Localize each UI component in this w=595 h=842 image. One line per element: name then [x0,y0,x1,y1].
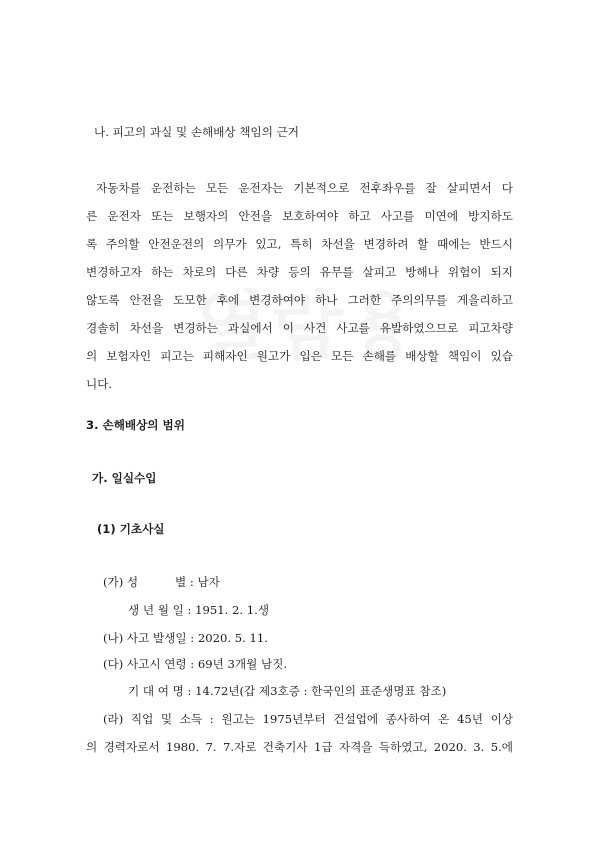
paragraph-line: 않도록 안전을 도모한 후에 변경하여야 하나 그러한 주의의무를 게을리하고 [86,293,513,307]
fact-birthdate: 생 년 월 일 : 1951. 2. 1.생 [128,603,270,617]
fact-occupation-line: 의 경력자로서 1980. 7. 7.자로 건축기사 1급 자격을 득하였고, 2020. 3. 5.에 [86,740,513,754]
paragraph-line: 른 운전자 또는 보행자의 안전을 보호하여야 하고 사고를 미연에 방지하도 [86,209,513,223]
fact-age-at-accident: (다) 사고시 연령 : 69년 3개월 남짓. [103,657,288,671]
paragraph-line: 록 주의할 안전운전의 의무가 있고, 특히 차선을 변경하려 할 때에는 반드시 [86,237,513,251]
fact-gender: (가) 성 별 : 남자 [103,575,220,589]
section-3-heading: 3. 손해배상의 범위 [86,418,185,432]
paragraph-line: 니다. [86,377,113,391]
paragraph-line: 의 보험자인 피고는 피해자인 원고가 입은 모든 손해를 배상할 책임이 있습 [86,349,513,363]
paragraph-line: 변경하고자 하는 차로의 다른 차량 등의 유무를 살피고 방해나 위험이 되지 [86,265,513,279]
fact-accident-date: (나) 사고 발생일 : 2020. 5. 11. [103,631,268,645]
fact-occupation-line: (라) 직업 및 소득 : 원고는 1975년부터 건설업에 종사하여 온 45년 이상 [103,712,513,726]
subsection-basic-facts: (1) 기초사실 [97,522,165,536]
heading-liability-basis: 나. 피고의 과실 및 손해배상 책임의 근거 [94,125,299,139]
paragraph-line: 경솔히 차선을 변경하는 과실에서 이 사건 사고를 유발하였으므로 피고차량 [86,321,513,335]
fact-life-expectancy: 기 대 여 명 : 14.72년(갑 제3호증 : 한국인의 표준생명표 참조) [128,684,447,698]
subsection-lost-income: 가. 일실수입 [92,471,157,485]
paragraph-line: 자동차를 운전하는 모든 운전자는 기본적으로 전후좌우를 잘 살피면서 다 [96,181,513,195]
